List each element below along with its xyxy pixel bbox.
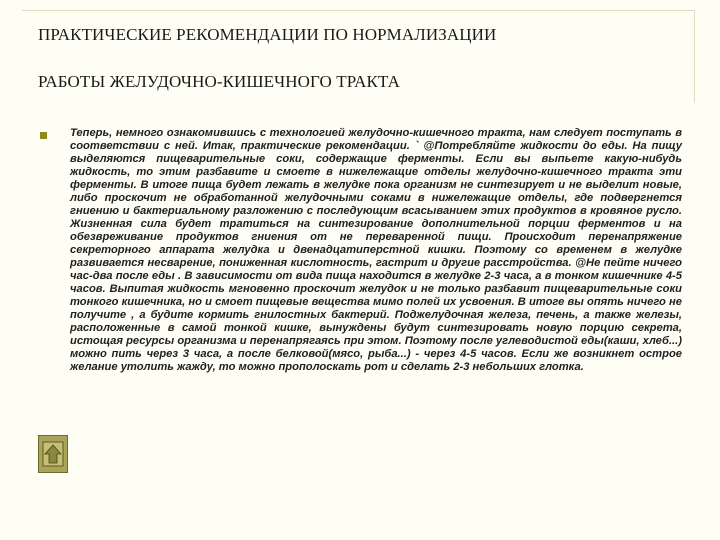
bullet-paragraph: Теперь, немного ознакомившись с технологией желудочно-кишечного тракта, нам следует поступать в соответствии с ней. Итак, практические рекомендации. ` @Потребляйте жидкости до еды. На пищу выделяются пищеварительные соки, содержащие ферменты. Если вы выпьете какую-нибудь жидкость, то этим разбавите и смоете в нижележащие отделы желудочно-кишечного тракта эти ферменты. В итоге пища будет лежать в желудке пока организм не синтезирует и не выделит новые, либо проскочит не обработанной желудочными соками в нижележащие отделы, где подвергнется гниению и бактериальному разложению с последующим всасыванием этих продуктов в кровяное русло. Жизненная сила будет тратиться на синтезирование дополнительной порции ферментов и на обезвреживание продуктов гниения от не переваренной пищи. Происходит перенапряжение секреторного аппарата желудка и двенадцатиперстной кишки. Поэтому со временем в желудке развивается несварение, пониженная кислотность, гастрит и другие расстройства. @Не пейте ничего час-два после еды . В зависимости от вида пища находится в желудке 2-3 часа, а в тонком кишечнике 4-5 часов. Выпитая жидкость мгновенно проскочит желудок и не только разбавит пищеварительные соки тонкого кишечника, но и смоет пищевые вещества мимо полей их усвоения. В итоге вы опять ничего не получите , а будите кормить гнилостных бактерий. Поджелудочная железа, печень, а также железы, расположенные в самой тонкой кишке, вынуждены будут синтезировать новую порцию секрета, истощая ресурсы организма и перенапрягаясь при этом. Поэтому после углеводистой еды(каши, хлеб...) можно пить через 3 часа, а после белковой(мясо, рыба...) - через 4-5 часов. Если же возникнет острое желание утолить жажду, то можно прополоскать рот и сделать 2-3 небольших глотка. xyxy=(70,127,682,373)
slide-title-line-1: ПРАКТИЧЕСКИЕ РЕКОМЕНДАЦИИ ПО НОРМАЛИЗАЦИИ xyxy=(38,25,497,44)
slide-title-line-2: РАБОТЫ ЖЕЛУДОЧНО-КИШЕЧНОГО ТРАКТА xyxy=(38,72,400,91)
nav-home-button[interactable] xyxy=(38,435,68,473)
square-bullet-icon xyxy=(40,132,47,139)
home-arrow-icon xyxy=(42,441,64,467)
